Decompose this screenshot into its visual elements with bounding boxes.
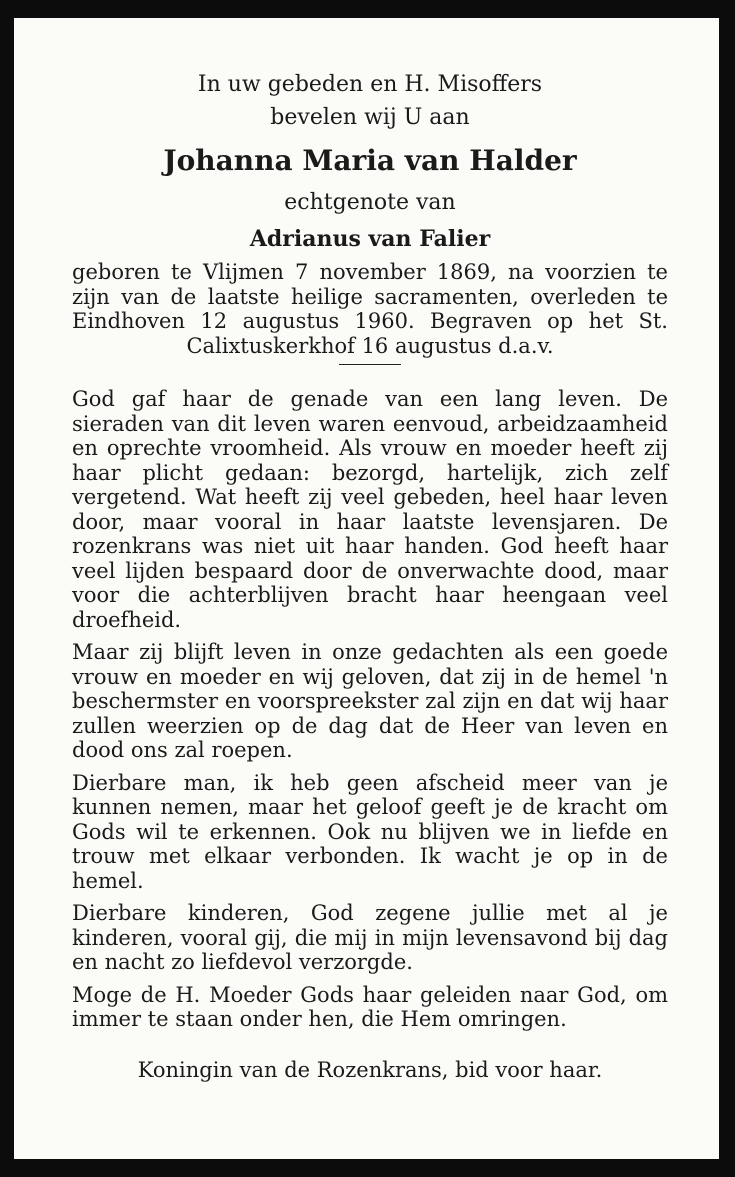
paragraph: God gaf haar de genade van een lang leven. De sieraden van dit leven waren eenvoud, arbeidzaamheid en oprechte vroomheid. Als vrouw en moeder heeft zij haar plicht gedaan: bezorgd, hartelijk, zich zelf vergetend. Wat heeft zij veel gebeden, heel haar leven door, maar vooral in haar laatste levensjaren. De rozenkrans was niet uit haar handen. God heeft haar veel lijden bespaard door de onverwachte dood, maar voor die achterblijven bracht haar heengaan veel droefheid. [72,387,668,632]
paragraph: Maar zij blijft leven in onze gedachten als een goede vrouw en moeder en wij geloven, dat zij in de hemel 'n beschermster en voorspreekster zal zijn en dat wij haar zullen weerzien op de dag dat de Heer van leven en dood ons zal roepen. [72,640,668,762]
spouse-name: Adrianus van Falier [249,226,491,252]
birth-death-info: geboren te Vlijmen 7 november 1869, na voorzien te zijn van de laatste heilige sacramenten, overleden te Eindhoven 12 augustus 1960. Begraven op het St. Calixtuskerkhof 16 augustus d.a.v. [72,260,668,358]
intro-line-2: bevelen wij U aan [270,105,470,130]
intro-line-1: In uw gebeden en H. Misoffers [197,72,543,97]
paragraph: Dierbare man, ik heb geen afscheid meer van je kunnen nemen, maar het geloof geeft je de kracht om Gods wil te erkennen. Ook nu blijven we in liefde en trouw met elkaar verbonden. Ik wacht je op in de hemel. [72,770,668,893]
closing-prayer: Koningin van de Rozenkrans, bid voor haar. [137,1057,603,1082]
paragraph: Dierbare kinderen, God zegene jullie met al je kinderen, vooral gij, die mij in mijn levensavond bij dag en nacht zo liefdevol verzorgde. [72,901,668,974]
paragraph: Moge de H. Moeder Gods haar geleiden naar God, om immer te staan onder hen, die Hem omringen. [72,982,668,1031]
memorial-card [14,18,719,1159]
card-content [72,68,668,1105]
spouse-label: echtgenote van [284,190,456,215]
deceased-name: Johanna Maria van Halder [163,144,577,177]
divider-rule [339,364,401,365]
